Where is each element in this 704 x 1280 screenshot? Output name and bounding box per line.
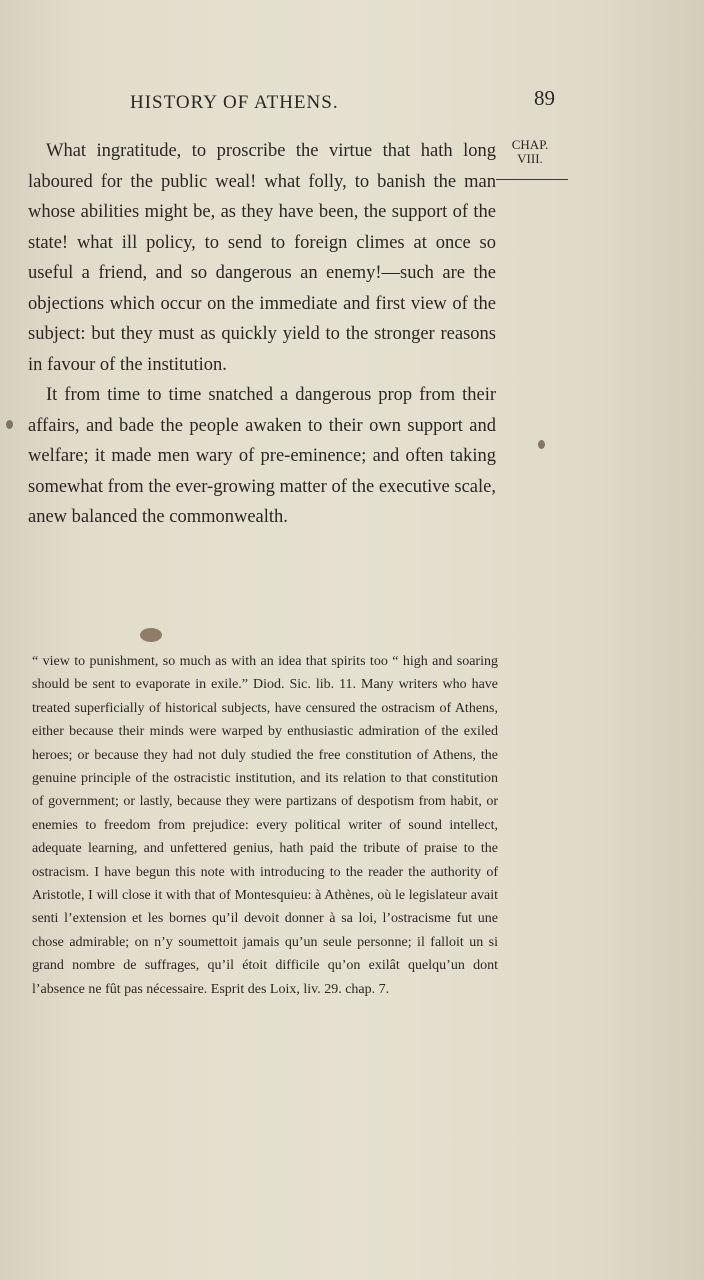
margin-ink-dot	[6, 420, 13, 429]
running-title: HISTORY OF ATHENS.	[130, 92, 339, 113]
chap-label: CHAP.	[511, 137, 549, 152]
paragraph: It from time to time snatched a dangerous prop from their affairs, and bade the people awaken to their own support and welfare; it made men wary of pre-eminence; and often taking somewhat from the ever-growing matter of the executive scale, anew balanced the commonwealth.	[28, 385, 496, 527]
chap-number: VIII.	[517, 151, 543, 166]
margin-ink-dot	[538, 440, 545, 449]
paragraph: What ingratitude, to proscribe the virtue that hath long laboured for the public weal! what folly, to banish the man whose abilities might be, as they have been, the support of the state! what ill policy, to send to foreign climes at once so useful a friend, and so dangerous an enemy!—such are the objections which occur on the immediate and first view of the subject: but they must as quickly yield to the stronger reasons in favour of the institution.	[28, 141, 496, 375]
chapter-margin-note	[508, 138, 552, 166]
footnote-text: “ view to punishment, so much as with an idea that spirits too “ high and soaring should be sent to evaporate in exile.” Diod. Sic. lib. 11. Many writers who have treated superficially of historical subjects, have censured the ostracism of Athens, either because their minds were warped by enthusiastic admiration of the exiled heroes; or because they had not duly studied the free constitution of Athens, the genuine principle of the ostracistic institution, and its relation to that constitution of government; or lastly, because they were partizans of despotism from habit, or enemies to freedom from prejudice: every political writer of sound intellect, adequate learning, and unfettered genius, hath paid the tribute of praise to the ostracism. I have begun this note with introducing to the reader the authority of Aristotle, I will close it with that of Montesquieu: à Athènes, où le legislateur avait senti l’extension et les bornes qu’il devoit donner à sa loi, l’ostracisme fut une chose admirable; on n’y soumettoit jamais qu’un seule personne; il falloit un si grand nombre de suffrages, qu’il étoit difficile qu’on exilât quelqu’un dont l’absence ne fût pas nécessaire. Esprit des Loix, liv. 29. chap. 7.	[32, 654, 498, 997]
page-number: 89	[534, 86, 555, 110]
main-text	[28, 136, 496, 533]
chapter-rule	[496, 179, 568, 180]
footnote	[32, 650, 498, 1001]
ink-blot	[140, 628, 162, 642]
